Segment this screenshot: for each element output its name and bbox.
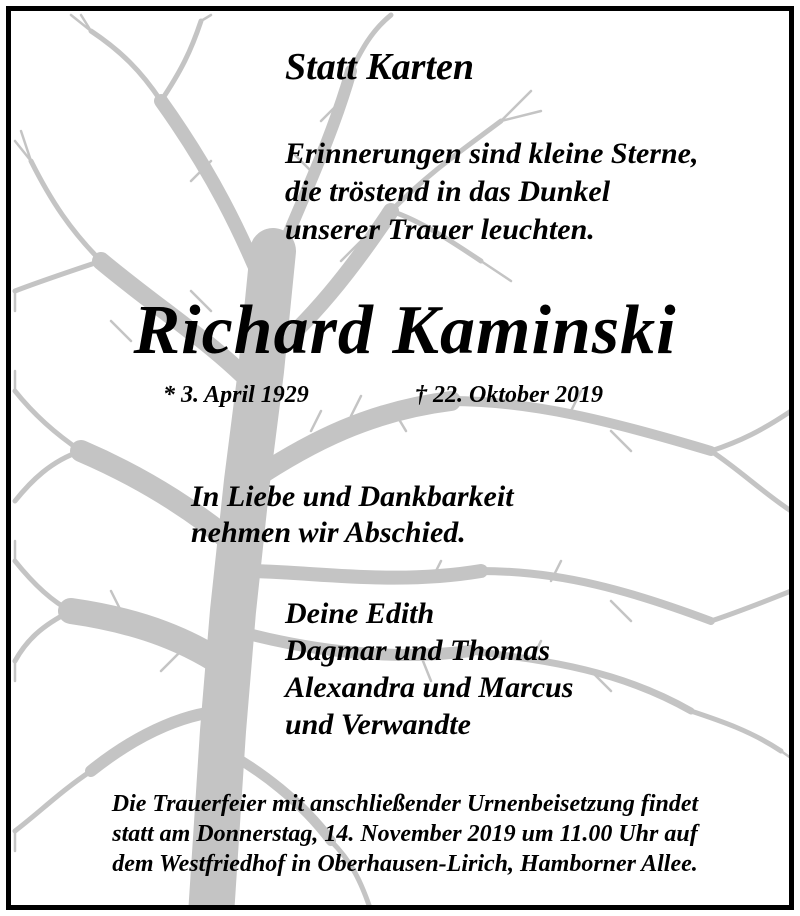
death-date: † 22. Oktober 2019 xyxy=(415,382,603,408)
family-line: und Verwandte xyxy=(285,708,471,741)
farewell-message xyxy=(191,479,514,551)
poem-line: Erinnerungen sind kleine Sterne, xyxy=(285,137,699,170)
birth-date: * 3. April 1929 xyxy=(163,382,309,408)
family-line: Alexandra und Marcus xyxy=(285,671,574,704)
deceased-name: Richard Kaminski xyxy=(133,292,677,369)
family-signatures xyxy=(285,595,573,743)
info-line: Die Trauerfeier mit anschließender Urnenbeisetzung findet xyxy=(111,791,699,817)
family-line: Dagmar und Thomas xyxy=(285,634,551,667)
farewell-line: nehmen wir Abschied. xyxy=(191,516,466,549)
farewell-line: In Liebe und Dankbarkeit xyxy=(191,480,514,513)
poem-line: unserer Trauer leuchten. xyxy=(285,213,595,246)
notice-frame xyxy=(6,6,794,910)
poem xyxy=(285,135,698,249)
poem-line: die tröstend in das Dunkel xyxy=(285,175,611,208)
info-line: dem Westfriedhof in Oberhausen-Lirich, Hamborner Allee. xyxy=(112,851,698,877)
notice-header: Statt Karten xyxy=(285,46,474,88)
family-line: Deine Edith xyxy=(285,597,435,630)
funeral-info xyxy=(11,789,794,879)
info-line: statt am Donnerstag, 14. November 2019 um 11.00 Uhr auf xyxy=(112,821,698,847)
